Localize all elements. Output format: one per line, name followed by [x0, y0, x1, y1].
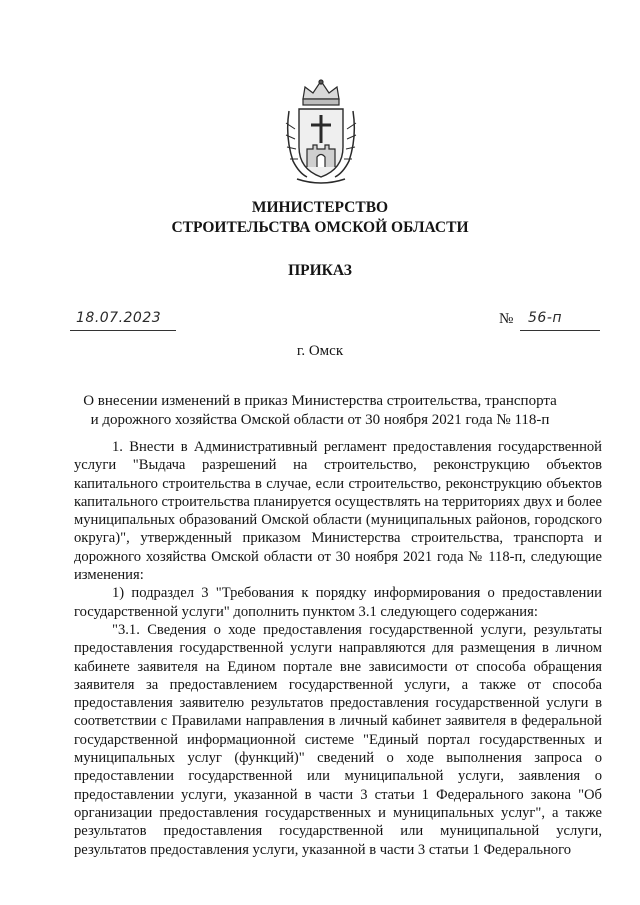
paragraph-2: 1) подраздел 3 "Требования к порядку информирования о предоставлении государственной услуги" дополнить пунктом 3.1 следующего содержания: — [74, 585, 602, 620]
ministry-line-1: МИНИСТЕРСТВО — [251, 199, 389, 216]
order-number-field — [520, 311, 600, 331]
order-number: 56-п — [528, 310, 563, 326]
city: г. Омск — [296, 343, 344, 359]
document-body — [74, 438, 602, 859]
order-number-label: № — [499, 311, 514, 327]
subject-line-1: О внесении изменений в приказ Министерства строительства, транспорта — [83, 393, 557, 409]
ministry-line-2: СТРОИТЕЛЬСТВА ОМСКОЙ ОБЛАСТИ — [171, 219, 469, 236]
paragraph-3: "3.1. Сведения о ходе предоставления государственной услуги, результаты предоставления государственной услуги направляются для размещения в личном кабинете заявителя на Едином портале вне зависимости от способа обращения заявителя за предоставлением государственной услуги, а также от способа предоставления заявителю результатов предоставления государственной услуги в соответствии с Правилами направления в личный кабинет заявителя в федеральной государственной информационной системе "Единый портал государственных и муниципальных услуг (функций)" сведений о ходе выполнения запроса о предоставлении государственной или муниципальной услуги, заявления о предоставлении услуги, указанной в части 3 статьи 1 Федерального закона "Об организации предоставления государственных и муниципальных услуг", а также результатов предоставления государственной или муниципальной услуги, результатов предоставления услуги, указанной в части 3 статьи 1 Федерального — [74, 621, 602, 858]
omsk-coat-of-arms-icon — [283, 77, 359, 187]
order-date: 18.07.2023 — [76, 310, 162, 326]
document-type: ПРИКАЗ — [288, 262, 352, 279]
paragraph-1: 1. Внести в Административный регламент предоставления государственной услуги "Выдача разрешений на строительство, реконструкцию объектов капитального строительства в случае, если строительство, реконструкцию объектов капитального строительства планируется осуществлять на территориях двух и более муниципальных образований Омской области (муниципальных районов, городского округа)", утвержденный приказом Министерства строительства, транспорта и дорожного хозяйства Омской области от 30 ноября 2021 года № 118-п, следующие изменения: — [74, 439, 603, 584]
order-subject — [80, 392, 560, 430]
order-date-field — [70, 311, 176, 331]
subject-line-2: и дорожного хозяйства Омской области от 30 ноября 2021 года № 118-п — [90, 412, 550, 428]
ministry-name — [0, 198, 640, 238]
